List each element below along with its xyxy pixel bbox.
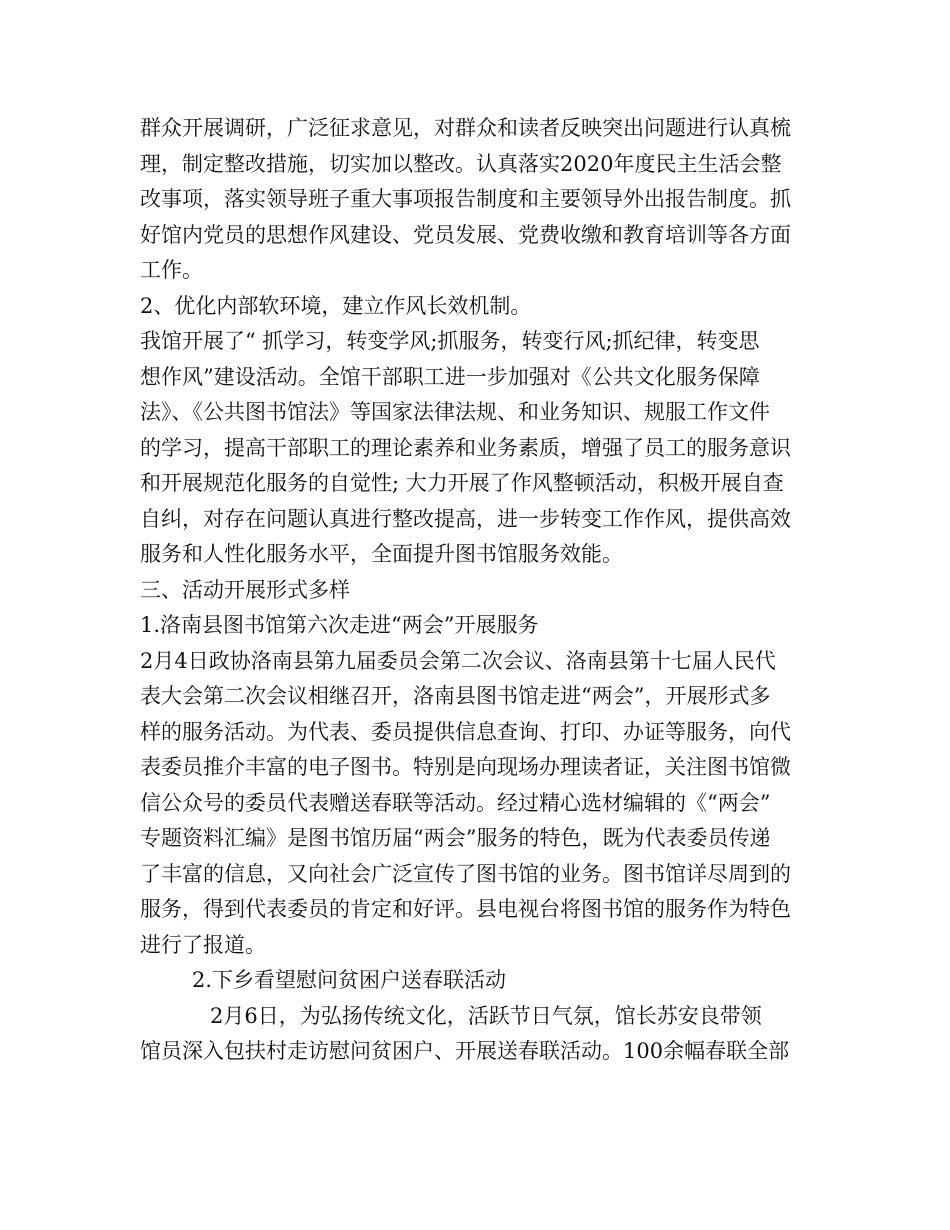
section-subheading: 2、优化内部软环境，建立作风长效机制。 [140,293,532,318]
body-line: 法》、《公共图书馆法》等国家法律法规、和业务知识、规服工作文件 [140,400,770,424]
body-line: 了丰富的信息，又向社会广泛宣传了图书馆的业务。图书馆详尽周到的 [140,861,791,886]
body-line: 工作。 [140,258,203,282]
body-line: 改事项，落实领导班子重大事项报告制度和主要领导外出报告制度。抓 [140,187,791,211]
body-line: 表委员推介丰富的电子图书。特别是向现场办理读者证，关注图书馆微 [140,755,791,779]
body-line: 和开展规范化服务的自觉性; 大力开展了作风整顿活动，积极开展自查 [140,471,784,495]
body-line: 2月6日，为弘扬传统文化，活跃节日气氛，馆长苏安良带领 [210,1003,762,1028]
body-line: 的学习，提高干部职工的理论素养和业务素质，增强了员工的服务意识 [140,435,791,460]
section-heading: 三、活动开展形式多样 [140,577,350,602]
section-subheading: 2.下乡看望慰问贫困户送春联活动 [192,968,507,992]
body-line: 样的服务活动。为代表、委员提供信息查询、打印、办证等服务，向代 [140,719,791,744]
body-line: 进行了报道。 [140,932,266,957]
body-line: 信公众号的委员代表赠送春联等活动。经过精心选材编辑的《“两会” [140,790,771,815]
body-line: 服务，得到代表委员的肯定和好评。县电视台将图书馆的服务作为特色 [140,897,791,921]
document-body [140,111,815,1070]
body-line: 我馆开展了“ 抓学习，转变学风;抓服务，转变行风;抓纪律，转变思 [140,329,760,353]
body-line: 表大会第二次会议相继召开，洛南县图书馆走进“两会”，开展形式多 [140,684,771,708]
body-line: 群众开展调研，广泛征求意见，对群众和读者反映突出问题进行认真梳 [140,116,791,140]
body-line: 自纠，对存在问题认真进行整改提高，进一步转变工作作风，提供高效 [140,506,791,531]
section-subheading: 1.洛南县图书馆第六次走进“两会”开展服务 [140,613,539,637]
body-line: 想作风”建设活动。全馆干部职工进一步加强对《公共文化服务保障 [140,364,760,389]
body-line: 专题资料汇编》是图书馆历届“两会”服务的特色，既为代表委员传递 [140,826,771,850]
body-line: 2月4日政协洛南县第九届委员会第二次会议、洛南县第十七届人民代 [140,648,776,673]
body-line: 好馆内党员的思想作风建设、党员发展、党费收缴和教育培训等各方面 [140,222,791,247]
body-line: 服务和人性化服务水平，全面提升图书馆服务效能。 [140,542,623,566]
body-line: 理，制定整改措施，切实加以整改。认真落实2020年度民主生活会整 [140,151,782,176]
body-line: 馆员深入包扶村走访慰问贫困户、开展送春联活动。100余幅春联全部 [140,1039,790,1063]
